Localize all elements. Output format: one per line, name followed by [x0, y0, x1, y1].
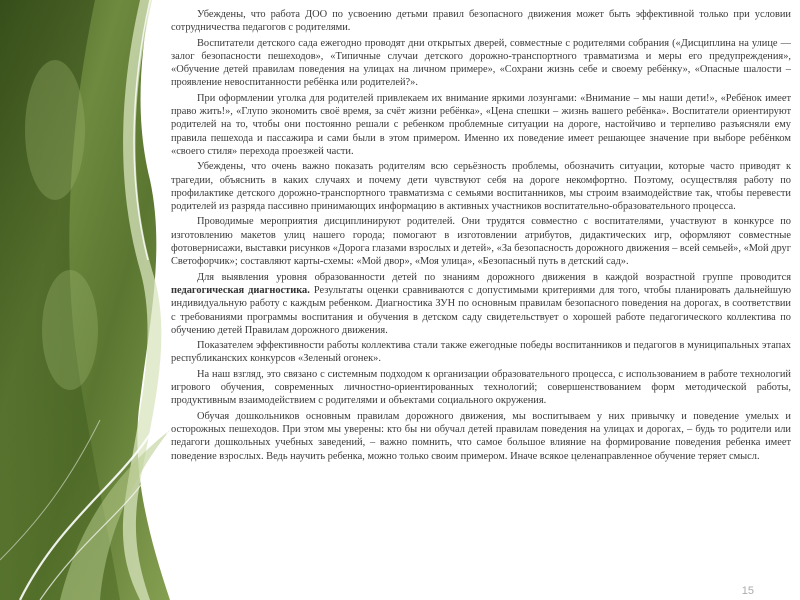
paragraph-5: Проводимые мероприятия дисциплинируют родителей. Они трудятся совместно с воспитателями, участвуют в конкурсе по изготовлению макетов улиц нашего города; помогают в изготовлении атрибутов, дидактических игр, оформляют совместные фотовернисажи, выставки рисунков «Дорога глазами взрослых и детей», «За безопасность дорожного движения – всей семьей», «Мой друг Светофорчик»; составляют карты-схемы: «Мой двор», «Моя улица», «Безопасный путь в детский сад». [171, 216, 791, 268]
paragraph-6-end: Результаты оценки сравниваются с допустимыми критериями для того, чтобы планировать дальнейшую индивидуальную работу с каждым ребенком. Диагностика ЗУН по основным правилам безопасного поведения на дорогах, в соответствии с требованиями программы воспитания и обучения в детском саду свидетельствует о хорошей работе педагогического коллектива по обучению детей Правилам дорожного движения. [171, 284, 791, 336]
paragraph-2: Воспитатели детского сада ежегодно проводят дни открытых дверей, совместные с родителями собрания («Дисциплина на улице — залог безопасности пешеходов», «Типичные случаи детского дорожно-транспортного травматизма и меры его предупреждения», «Обучение детей правилам поведения на улицах на личном примере», «Сохрани жизнь себе и своему ребёнку», «Опасные шалости – проявление невоспитанности ребёнка или родителей?». [171, 37, 791, 89]
paragraph-6 [171, 271, 791, 337]
paragraph-3: При оформлении уголка для родителей привлекаем их внимание яркими лозунгами: «Внимание – мы наши дети!», «Ребёнок имеет право жить!», «Глупо экономить своё время, за счёт жизни ребёнка», «Цена спешки – жизнь вашего ребёнка». Воспитатели ориентируют родителей на то, чтобы они постоянно решали с ребенком проблемные ситуации на дороге, настойчиво и терпеливо разъясняли ему правила пешехода и пассажира и сами были в этом примером. Именно их поведение имеет решающее значение при выборе ребёнком «своего стиля» перехода проезжей части. [171, 92, 791, 157]
paragraph-6-start: Для выявления уровня образованности детей по знаниям дорожного движения в каждой возрастной группе проводится [197, 271, 791, 283]
paragraph-7: Показателем эффективности работы коллектива стали также ежегодные победы воспитанников и педагогов в муниципальных этапах республиканских конкурсов «Зеленый огонек». [171, 340, 791, 365]
paragraph-1: Убеждены, что работа ДОО по усвоению детьми правил безопасного движения может быть эффективной только при условии сотрудничества педагогов с родителями. [171, 9, 791, 34]
document-body [171, 8, 791, 590]
paragraph-8: На наш взгляд, это связано с системным подходом к организации образовательного процесса, с использованием в работе технологий игрового обучения, современных личностно-ориентированных технологий; совершенствованием форм методической работы, продуктивным взаимодействием с родителями и объектами социального окружения. [171, 368, 791, 407]
page-number: 15 [741, 585, 754, 597]
paragraph-4: Убеждены, что очень важно показать родителям всю серьёзность проблемы, обозначить ситуации, которые часто приводят к трагедии, объяснить в каких случаях и почему дети чувствуют себя на дороге некомфортно. Поэтому, осуществляя работу по профилактике детского дорожно-транспортного травматизма с семьями воспитанников, мы строим взаимодействие так, чтобы перевести родителей из разряда пассивно принимающих информацию в активных участников воспитательно-образовательного процесса. [171, 161, 791, 213]
paragraph-6-bold: педагогическая диагностика. [171, 284, 310, 296]
paragraph-9: Обучая дошкольников основным правилам дорожного движения, мы воспитываем у них привычку и поведение умелых и осторожных пешеходов. При этом мы уверены: кто бы ни обучал детей правилам поведения на улицах и дорогах, – будь то родители или педагоги дошкольных учебных заведений, – важно помнить, что самое большое влияние на формирование поведения ребенка имеет поведение взрослых. Ведь научить ребенка, можно только своим примером. Иначе всякое целенаправленное обучение теряет смысл. [171, 410, 791, 462]
